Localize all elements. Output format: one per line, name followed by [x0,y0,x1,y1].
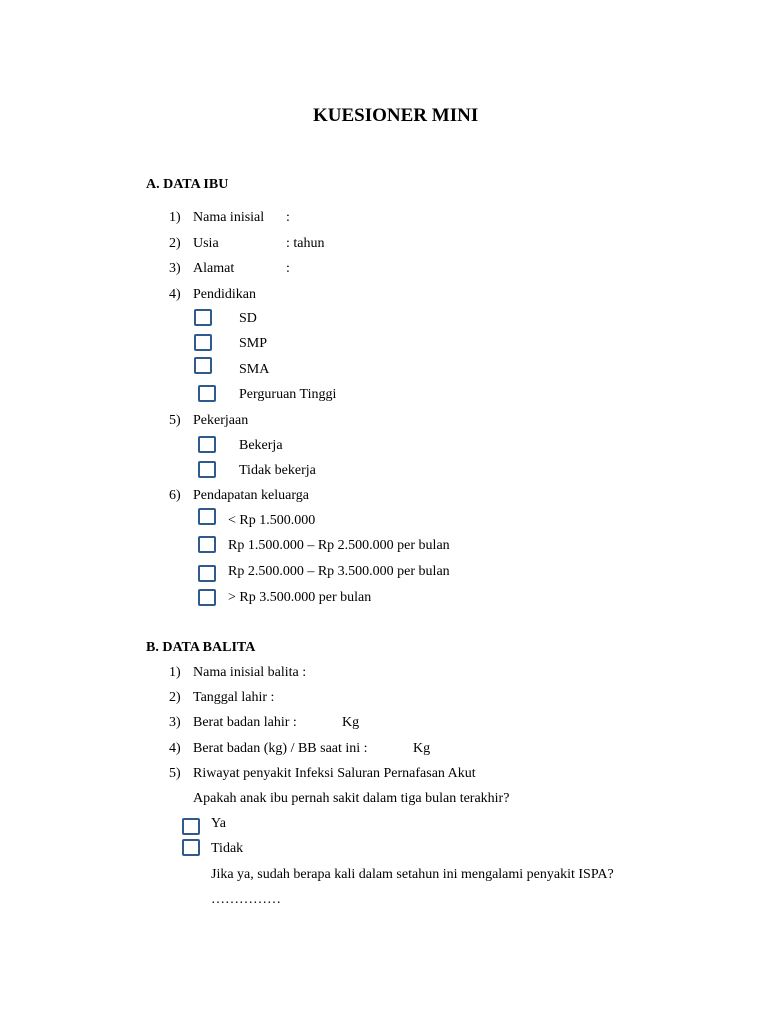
checkbox-income-3[interactable] [198,565,216,582]
q-b4-label: Berat badan (kg) / BB saat ini : [193,741,368,756]
option-income-2-label: Rp 1.500.000 – Rp 2.500.000 per bulan [228,538,450,553]
q-a3-value[interactable]: : [286,261,290,276]
checkbox-sma[interactable] [194,357,212,374]
q-b4-num: 4) [169,741,181,756]
checkbox-income-2[interactable] [198,536,216,553]
option-income-4-label: > Rp 3.500.000 per bulan [228,590,372,605]
checkbox-income-4[interactable] [198,589,216,606]
section-b-heading: B. DATA BALITA [146,640,256,655]
checkbox-tidak-bekerja[interactable] [198,461,216,478]
q-b2-num: 2) [169,690,181,705]
checkbox-tidak[interactable] [182,839,200,856]
option-sma-label: SMA [239,362,270,377]
page-title: KUESIONER MINI [313,105,479,126]
option-tidak-label: Tidak [211,841,244,856]
q-b5-question: Apakah anak ibu pernah sakit dalam tiga bulan terakhir? [193,791,510,806]
checkbox-sd[interactable] [194,309,212,326]
q-a3-num: 3) [169,261,181,276]
q-a2-value[interactable]: : tahun [286,236,325,251]
checkbox-smp[interactable] [194,334,212,351]
q-b3-unit: Kg [342,715,360,730]
q-b5-num: 5) [169,766,181,781]
checkbox-perguruan-tinggi[interactable] [198,385,216,402]
option-bekerja-label: Bekerja [239,438,283,453]
section-a-heading: A. DATA IBU [146,177,229,192]
q-b5-followup: Jika ya, sudah berapa kali dalam setahun ini mengalami penyakit ISPA? [211,867,614,882]
q-b5-label: Riwayat penyakit Infeksi Saluran Pernafasan Akut [193,766,476,781]
checkbox-bekerja[interactable] [198,436,216,453]
q-b1-label: Nama inisial balita : [193,665,307,680]
q-a1-num: 1) [169,210,181,225]
q-a6-label: Pendapatan keluarga [193,488,309,503]
q-a3-label: Alamat [193,261,235,276]
q-b1-num: 1) [169,665,181,680]
q-b4-unit: Kg [413,741,431,756]
q-a6-num: 6) [169,488,181,503]
option-sd-label: SD [239,311,257,326]
q-a2-label: Usia [193,236,219,251]
q-a4-num: 4) [169,287,181,302]
q-a5-num: 5) [169,413,181,428]
q-b3-num: 3) [169,715,181,730]
option-income-1-label: < Rp 1.500.000 [228,513,316,528]
q-a5-label: Pekerjaan [193,413,249,428]
q-b5-answer-blank[interactable]: …………… [211,892,281,907]
option-tidak-bekerja-label: Tidak bekerja [239,463,316,478]
option-income-3-label: Rp 2.500.000 – Rp 3.500.000 per bulan [228,564,450,579]
option-ya-label: Ya [211,816,226,831]
option-perguruan-tinggi-label: Perguruan Tinggi [239,387,337,402]
q-a4-label: Pendidikan [193,287,256,302]
q-b2-label: Tanggal lahir : [193,690,275,705]
q-a2-num: 2) [169,236,181,251]
checkbox-ya[interactable] [182,818,200,835]
q-b3-label: Berat badan lahir : [193,715,297,730]
option-smp-label: SMP [239,336,268,351]
checkbox-income-1[interactable] [198,508,216,525]
q-a1-value[interactable]: : [286,210,290,225]
q-a1-label: Nama inisial [193,210,265,225]
